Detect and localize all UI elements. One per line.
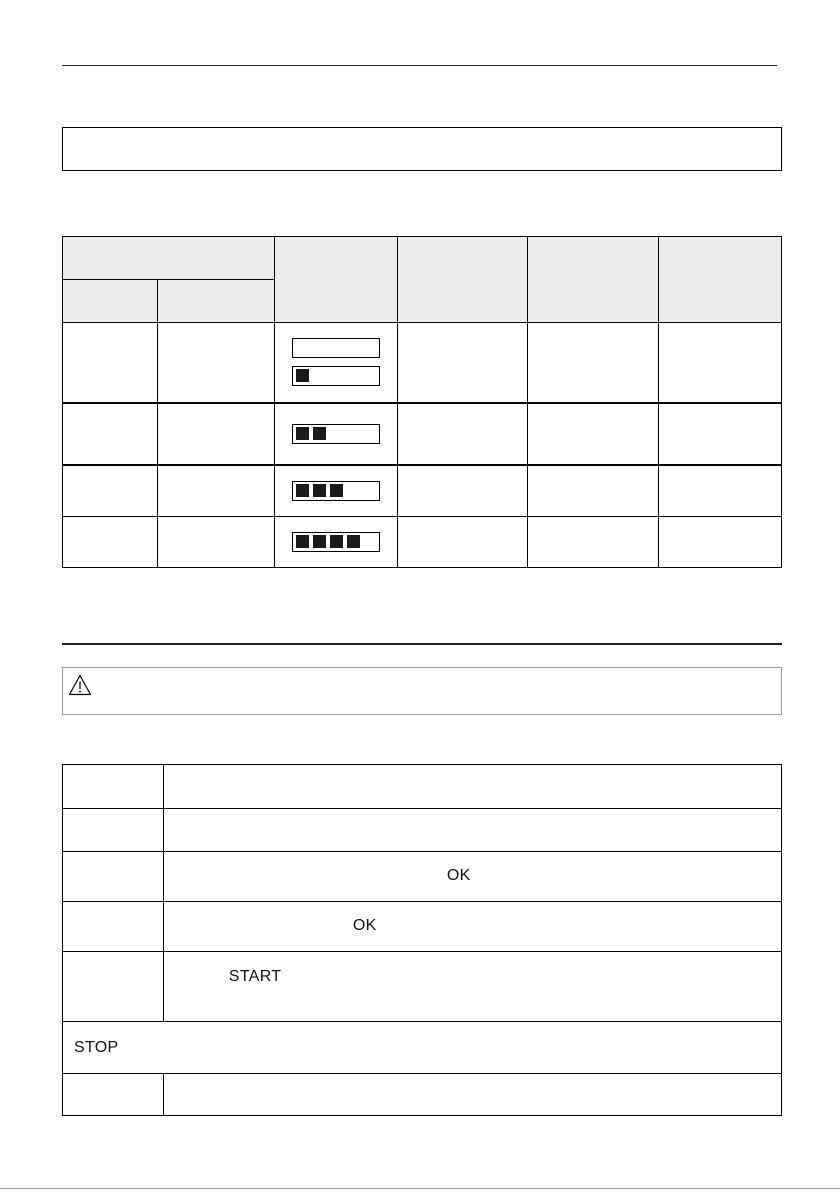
level-segment: [296, 427, 309, 440]
table-row: [63, 765, 782, 809]
table-row: [63, 952, 782, 1022]
header-cell-sub2: [157, 280, 274, 323]
ok-key-label: OK: [352, 917, 377, 934]
section-rule: [62, 643, 782, 645]
footer-rule: [0, 1188, 840, 1189]
level-indicator: [292, 532, 380, 552]
note-box: [62, 127, 782, 171]
level-segment: [330, 535, 343, 548]
table-row: [63, 465, 782, 517]
ok-key-label: OK: [446, 867, 471, 884]
level-segment: [296, 369, 309, 382]
table-row: [63, 517, 782, 568]
level-indicator: [292, 481, 380, 501]
header-cell-col4: [397, 237, 528, 323]
warning-triangle-icon: [68, 674, 92, 696]
header-cell-col6: [659, 237, 782, 323]
steps-table: [62, 764, 782, 1116]
start-key-label: START: [228, 968, 282, 985]
table-row: [63, 809, 782, 852]
header-cell-col5: [528, 237, 659, 323]
level-segment: [313, 484, 326, 497]
level-segment: [313, 427, 326, 440]
level-indicator: [292, 424, 380, 444]
level-segment: [313, 535, 326, 548]
level-segment: [330, 484, 343, 497]
stop-key-label: STOP: [74, 1039, 119, 1056]
table-row: [63, 403, 782, 465]
level-indicator: [292, 366, 380, 386]
header-cell-indicator: [274, 237, 397, 323]
table-row: [63, 1022, 782, 1074]
level-segment: [347, 535, 360, 548]
level-segment: [296, 484, 309, 497]
table-row: [63, 852, 782, 902]
level-segment: [296, 535, 309, 548]
header-cell-group: [63, 237, 275, 280]
level-table: [62, 236, 782, 568]
table-row: [63, 323, 782, 403]
header-rule: [62, 65, 777, 66]
warning-box: [62, 667, 782, 715]
level-indicator: [292, 338, 380, 358]
header-cell-sub1: [63, 280, 158, 323]
table-row: [63, 1074, 782, 1116]
table-row: [63, 902, 782, 952]
